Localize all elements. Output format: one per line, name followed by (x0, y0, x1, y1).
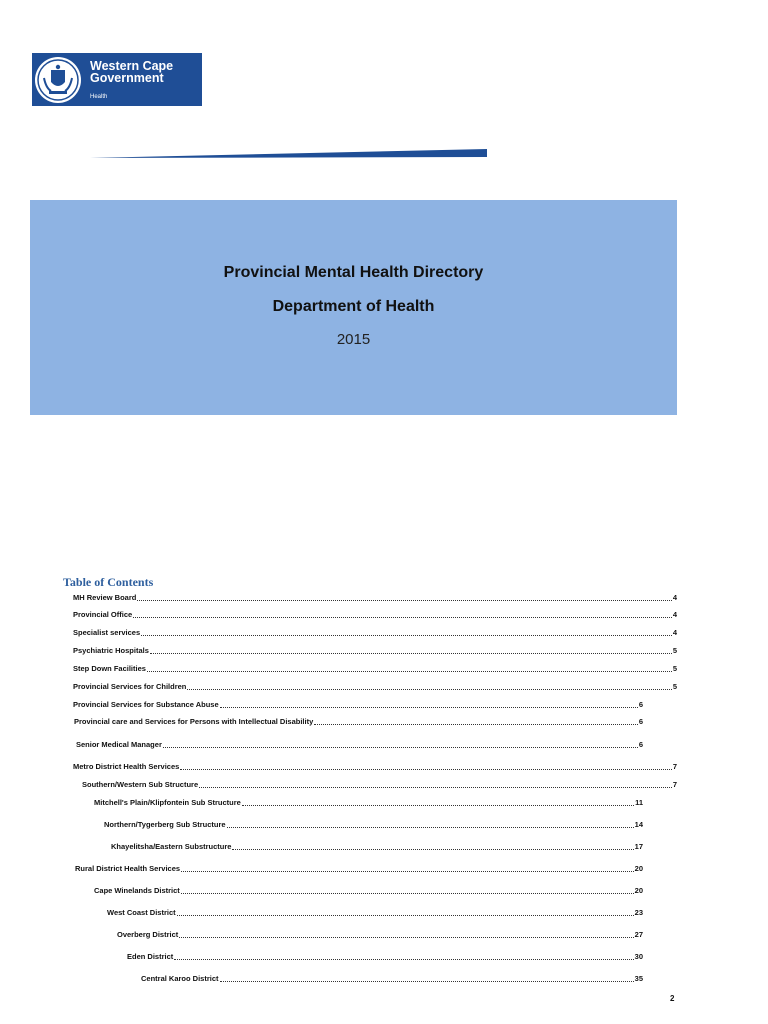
toc-entry-page: 11 (635, 798, 643, 807)
toc-entry-eden[interactable] (127, 952, 643, 962)
toc-entry-title: Provincial care and Services for Persons with Intellectual Disability (74, 717, 314, 726)
toc-entry-page: 20 (634, 864, 643, 873)
toc-leader-dots (141, 635, 672, 636)
toc-leader-dots (147, 671, 672, 672)
toc-entry-overberg[interactable] (117, 930, 643, 940)
toc-leader-dots (220, 981, 634, 982)
toc-entry-rural-district[interactable] (75, 864, 643, 874)
toc-entry-title: Central Karoo District (141, 974, 219, 983)
toc-entry-specialist-services[interactable] (73, 628, 677, 638)
toc-leader-dots (181, 871, 634, 872)
western-cape-government-logo (32, 53, 202, 106)
toc-leader-dots (242, 805, 634, 806)
toc-leader-dots (180, 769, 672, 770)
toc-entry-provincial-office[interactable] (73, 610, 677, 620)
toc-entry-page: 5 (672, 646, 677, 655)
toc-leader-dots (163, 747, 638, 748)
toc-leader-dots (174, 959, 633, 960)
toc-entry-metro-district[interactable] (73, 762, 677, 772)
toc-leader-dots (220, 707, 638, 708)
department-name: Department of Health (272, 298, 435, 315)
toc-entry-page: 27 (634, 930, 643, 939)
toc-entry-cape-winelands[interactable] (94, 886, 643, 896)
toc-entry-step-down-facilities[interactable] (73, 664, 677, 674)
logo-text (90, 60, 173, 100)
toc-entry-page: 23 (634, 908, 643, 917)
toc-leader-dots (181, 893, 634, 894)
toc-leader-dots (179, 937, 633, 938)
toc-entry-title: Provincial Office (73, 610, 133, 619)
document-year: 2015 (336, 331, 371, 348)
toc-entry-page: 14 (634, 820, 643, 829)
toc-leader-dots (187, 689, 671, 690)
toc-entry-senior-medical-manager[interactable] (76, 740, 643, 750)
toc-leader-dots (227, 827, 634, 828)
toc-heading: Table of Contents (63, 575, 154, 589)
toc-leader-dots (150, 653, 672, 654)
toc-entry-page: 5 (672, 682, 677, 691)
toc-entry-page: 5 (672, 664, 677, 673)
toc-entry-title: Khayelitsha/Eastern Substructure (111, 842, 232, 851)
toc-entry-page: 7 (672, 780, 677, 789)
toc-leader-dots (199, 787, 672, 788)
toc-entry-page: 17 (634, 842, 643, 851)
logo-line-3: Health (90, 93, 108, 100)
toc-entry-title: Overberg District (117, 930, 179, 939)
toc-entry-mh-review-board[interactable] (73, 593, 677, 603)
logo-line-1: Western Cape (90, 58, 174, 73)
toc-entry-khayelitsha[interactable] (111, 842, 643, 852)
toc-entry-services-for-children[interactable] (73, 682, 677, 692)
toc-entry-page: 20 (634, 886, 643, 895)
toc-leader-dots (314, 724, 638, 725)
toc-entry-title: Eden District (127, 952, 174, 961)
toc-leader-dots (137, 600, 671, 601)
blue-swoosh-divider (90, 148, 487, 160)
toc-entry-title: Provincial Services for Children (73, 682, 187, 691)
toc-entry-title: Southern/Western Sub Structure (82, 780, 199, 789)
toc-entry-page: 4 (672, 610, 677, 619)
toc-entry-title: Northern/Tygerberg Sub Structure (104, 820, 226, 829)
toc-entry-page: 4 (672, 628, 677, 637)
toc-entry-intellectual-disability[interactable] (74, 717, 643, 727)
toc-entry-title: Specialist services (73, 628, 141, 637)
page-number: 2 (670, 994, 675, 1003)
toc-entry-page: 4 (672, 593, 677, 602)
toc-entry-title: Senior Medical Manager (76, 740, 162, 749)
toc-entry-central-karoo[interactable] (141, 974, 643, 984)
toc-entry-page: 6 (638, 717, 643, 726)
toc-entry-title: Provincial Services for Substance Abuse (73, 700, 219, 709)
toc-entry-title: Cape Winelands District (94, 886, 180, 895)
toc-entry-page: 6 (638, 700, 643, 709)
toc-entry-psychiatric-hospitals[interactable] (73, 646, 677, 656)
toc-entry-page: 35 (634, 974, 643, 983)
toc-entry-title: MH Review Board (73, 593, 137, 602)
toc-entry-title: Psychiatric Hospitals (73, 646, 149, 655)
toc-leader-dots (232, 849, 633, 850)
toc-entry-page: 7 (672, 762, 677, 771)
toc-entry-substance-abuse[interactable] (73, 700, 643, 710)
toc-entry-west-coast[interactable] (107, 908, 643, 918)
coat-of-arms-icon (35, 57, 81, 103)
toc-leader-dots (177, 915, 634, 916)
toc-entry-title: Mitchell's Plain/Klipfontein Sub Structure (94, 798, 241, 807)
logo-line-2: Government (90, 71, 164, 85)
toc-entry-northern-tygerberg[interactable] (104, 820, 643, 830)
toc-entry-title: Rural District Health Services (75, 864, 181, 873)
toc-entry-title: West Coast District (107, 908, 176, 917)
toc-entry-page: 30 (634, 952, 643, 961)
toc-entry-mitchells-plain[interactable] (94, 798, 643, 808)
toc-entry-page: 6 (638, 740, 643, 749)
toc-leader-dots (133, 617, 672, 618)
toc-entry-southern-western[interactable] (82, 780, 677, 790)
toc-entry-title: Step Down Facilities (73, 664, 146, 673)
title-box (30, 200, 677, 415)
toc-entry-title: Metro District Health Services (73, 762, 180, 771)
document-title: Provincial Mental Health Directory (223, 264, 484, 281)
